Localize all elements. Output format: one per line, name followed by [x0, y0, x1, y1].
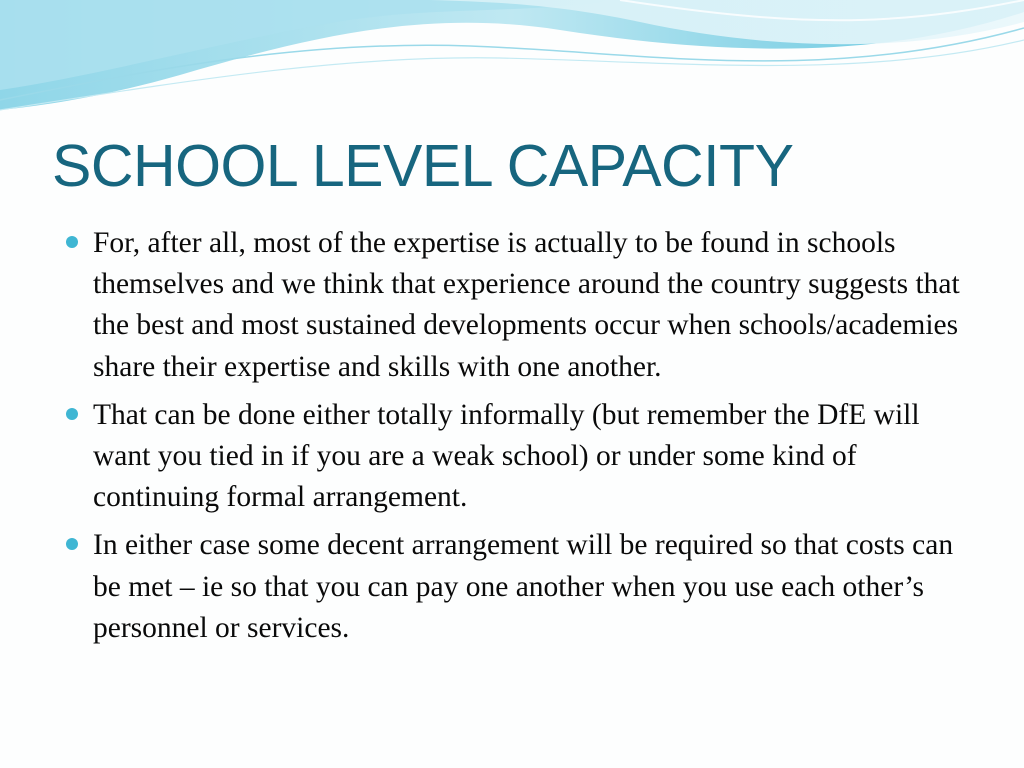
- bullet-dot-icon: [66, 538, 78, 550]
- bullet-text: In either case some decent arrangement will be required so that costs can be met – ie so that you can pay one another when you use each other’s personnel or services.: [93, 529, 954, 644]
- bullet-list: [66, 223, 966, 656]
- bullet-item: [66, 525, 966, 649]
- slide-title: SCHOOL LEVEL CAPACITY: [52, 133, 794, 199]
- bullet-dot-icon: [66, 408, 78, 420]
- bullet-item: [66, 395, 966, 519]
- header-wave-decoration: [0, 0, 1024, 120]
- bullet-text: For, after all, most of the expertise is actually to be found in schools themselves and we think that experience around the country suggests that the best and most sustained developments occur when schools/academies share their expertise and skills with one another.: [93, 227, 960, 383]
- bullet-text: That can be done either totally informally (but remember the DfE will want you tied in if you are a weak school) or under some kind of continuing formal arrangement.: [93, 398, 920, 514]
- bullet-item: [66, 223, 966, 388]
- bullet-dot-icon: [66, 236, 78, 248]
